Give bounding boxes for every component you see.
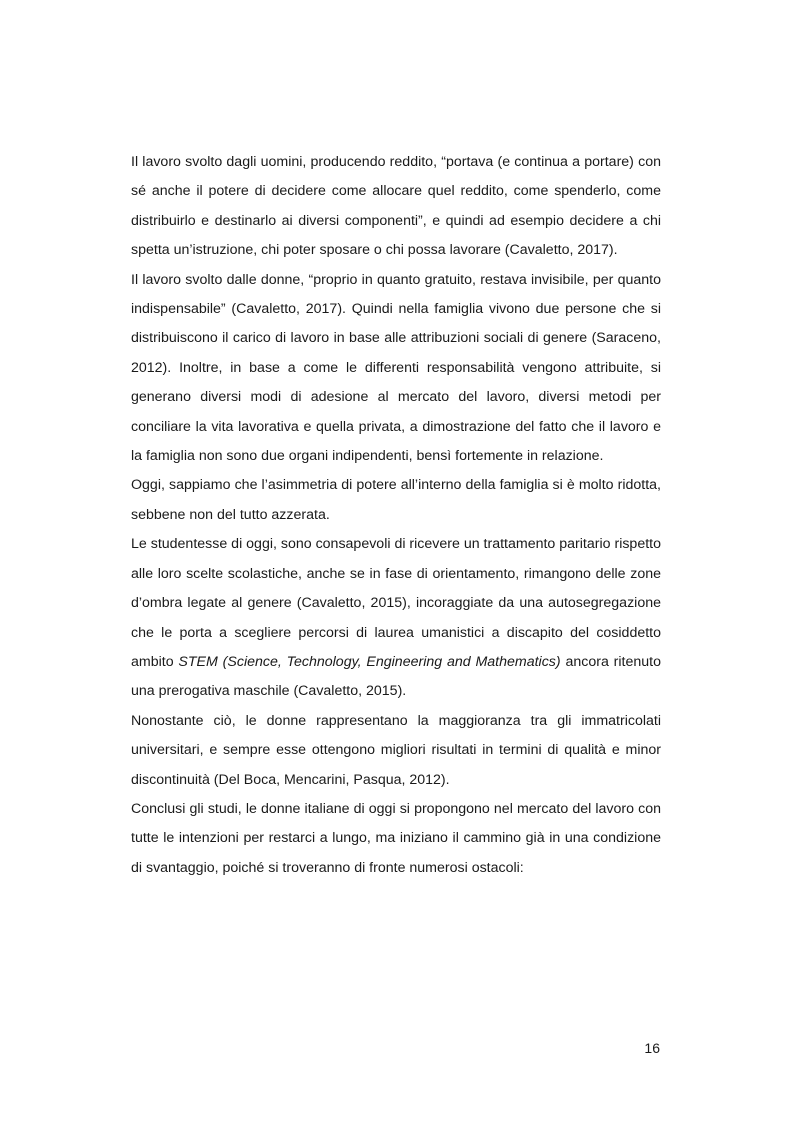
page-number: 16 (644, 1040, 660, 1056)
paragraph-students-stem: STEM (Science, Technology, Engineering and Mathematics) (178, 653, 561, 670)
paragraph-power-asymmetry: Oggi, sappiamo che l’asimmetria di potere all’interno della famiglia si è molto ridotta, sebbene non del tutto azzerata. (131, 477, 661, 523)
body-text (131, 148, 661, 883)
paragraph-men-work: Il lavoro svolto dagli uomini, producendo reddito, “portava (e continua a portare) con sé anche il potere di decidere come allocare quel reddito, come spenderlo, come distribuirlo e destinarlo ai diversi componenti”, e quindi ad esempio decidere a chi spetta un’istruzione, chi poter sposare o chi possa lavorare (Cavaletto, 2017). (131, 154, 661, 259)
paragraph-women-work: Il lavoro svolto dalle donne, “proprio in quanto gratuito, restava invisibile, per quanto indispensabile” (Cavaletto, 2017). Quindi nella famiglia vivono due persone che si distribuiscono il carico di lavoro in base alle attribuzioni sociali di genere (Saraceno, 2012). Inoltre, in base a come le differenti responsabilità vengono attribuite, si generano diversi modi di adesione al mercato del lavoro, diversi metodi per conciliare la vita lavorativa e quella privata, a dimostrazione del fatto che il lavoro e la famiglia non sono due organi indipendenti, bensì fortemente in relazione. (131, 271, 661, 465)
paragraph-students (131, 530, 661, 706)
paragraph-university: Nonostante ciò, le donne rappresentano la maggioranza tra gli immatricolati universitari, e sempre esse ottengono migliori risultati in termini di qualità e minor discontinuità (Del Boca, Mencarini, Pasqua, 2012). (131, 712, 661, 788)
paragraph-students-after: ancora ritenuto una prerogativa maschile (Cavaletto, 2015). (131, 653, 661, 700)
paragraph-students-before: Le studentesse di oggi, sono consapevoli di ricevere un trattamento paritario rispetto alle loro scelte scolastiche, anche se in fase di orientamento, rimangono delle zone d’ombra legate al genere (Cavaletto, 2015), incoraggiate da una autosegregazione che le porta a scegliere percorsi di laurea umanistici a discapito del cosiddetto ambito (131, 536, 661, 670)
paragraph-labor-market: Conclusi gli studi, le donne italiane di oggi si propongono nel mercato del lavoro con tutte le intenzioni per restarci a lungo, ma iniziano il cammino già in una condizione di svantaggio, poiché si troveranno di fronte numerosi ostacoli: (131, 800, 661, 876)
